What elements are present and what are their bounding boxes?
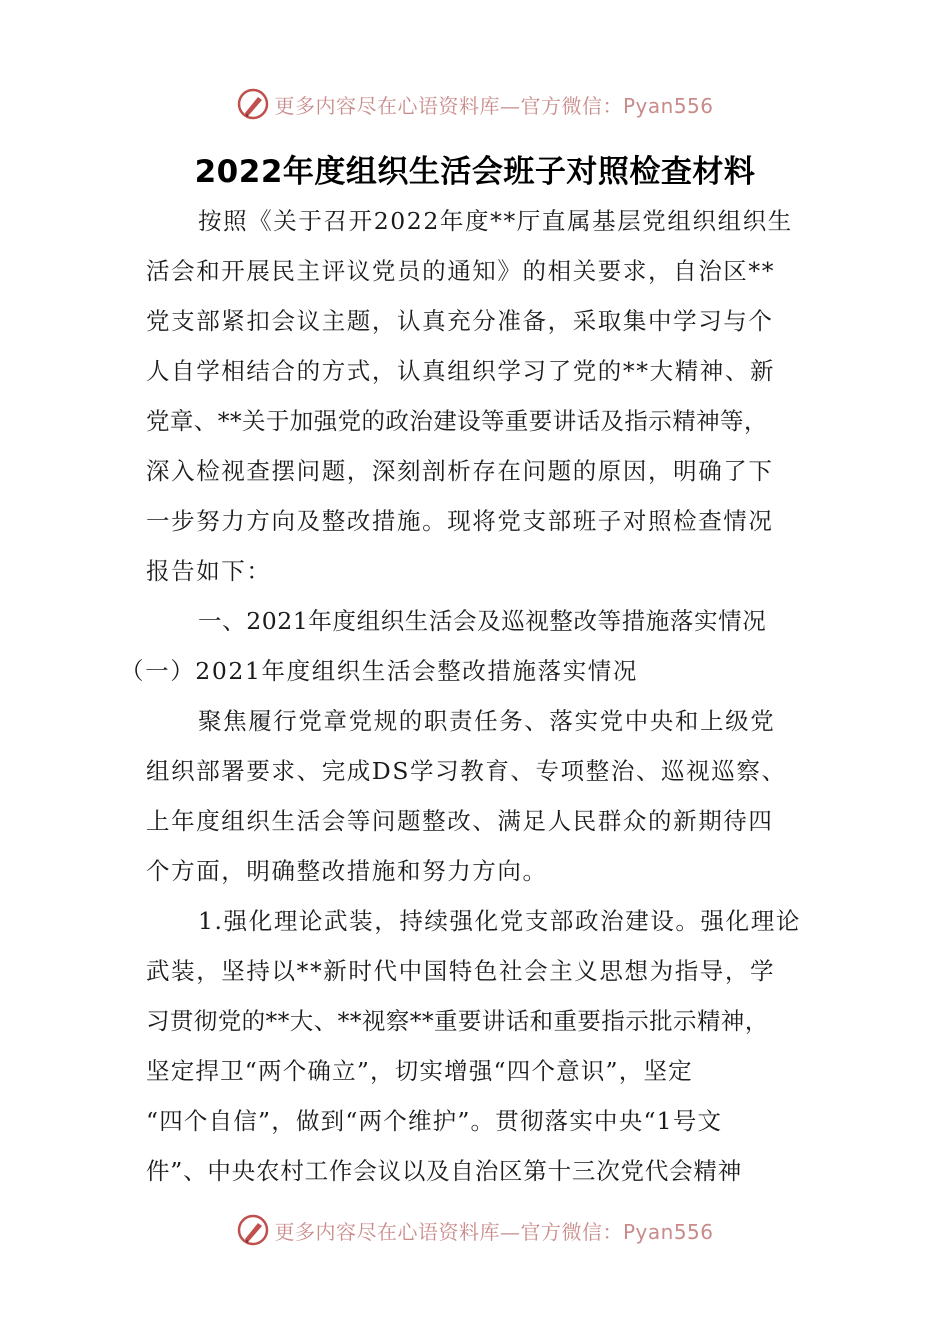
subsection-heading-1: （一）2021年度组织生活会整改措施落实情况 bbox=[120, 657, 639, 685]
header-watermark-banner bbox=[0, 82, 950, 126]
document-body bbox=[120, 196, 806, 1196]
banner-text: 更多内容尽在心语资料库—官方微信：Pyan556 bbox=[274, 1219, 714, 1244]
banner-text: 更多内容尽在心语资料库—官方微信：Pyan556 bbox=[274, 93, 714, 118]
footer-watermark-banner bbox=[0, 1208, 950, 1252]
section-heading-1: 一、2021年度组织生活会及巡视整改等措施落实情况 bbox=[198, 607, 767, 635]
paragraph-intro: 按照《关于召开2022年度**厅直属基层党组织组织生 活会和开展民主评议党员的通知》的相关要求，自治区** 党支部紧扣会议主题，认真充分准备，采取集中学习与个 人自学相结合的方式，认真组织学习了党的**大精神、新 党章、**关于加强党的政治建设等重要讲话及指示精神等， 深入检视查摆问题，深刻剖析存在问题的原因，明确了下 一步努力方向及整改措施。现将党支部班子对照检查情况 报告如下： bbox=[146, 207, 793, 585]
paragraph-item-1: 1.强化理论武装，持续强化党支部政治建设。强化理论 武装，坚持以**新时代中国特色社会主义思想为指导，学 习贯彻党的**大、**视察**重要讲话和重要指示批示精神， 坚定捍卫“两个确立”，切实增强“四个意识”，坚定 “四个自信”，做到“两个维护”。贯彻落实中央“1号文 件”、中央农村工作会议以及自治区第十三次党代会精神 bbox=[146, 907, 801, 1185]
document-title: 2022年度组织生活会班子对照检查材料 bbox=[194, 154, 756, 190]
pen-logo-icon bbox=[236, 87, 270, 121]
pen-logo-icon bbox=[236, 1213, 270, 1247]
paragraph-focus: 聚焦履行党章党规的职责任务、落实党中央和上级党 组织部署要求、完成DS学习教育、专项整治、巡视巡察、 上年度组织生活会等问题整改、满足人民群众的新期待四 个方面，明确整改措施和努力方向。 bbox=[146, 707, 787, 885]
